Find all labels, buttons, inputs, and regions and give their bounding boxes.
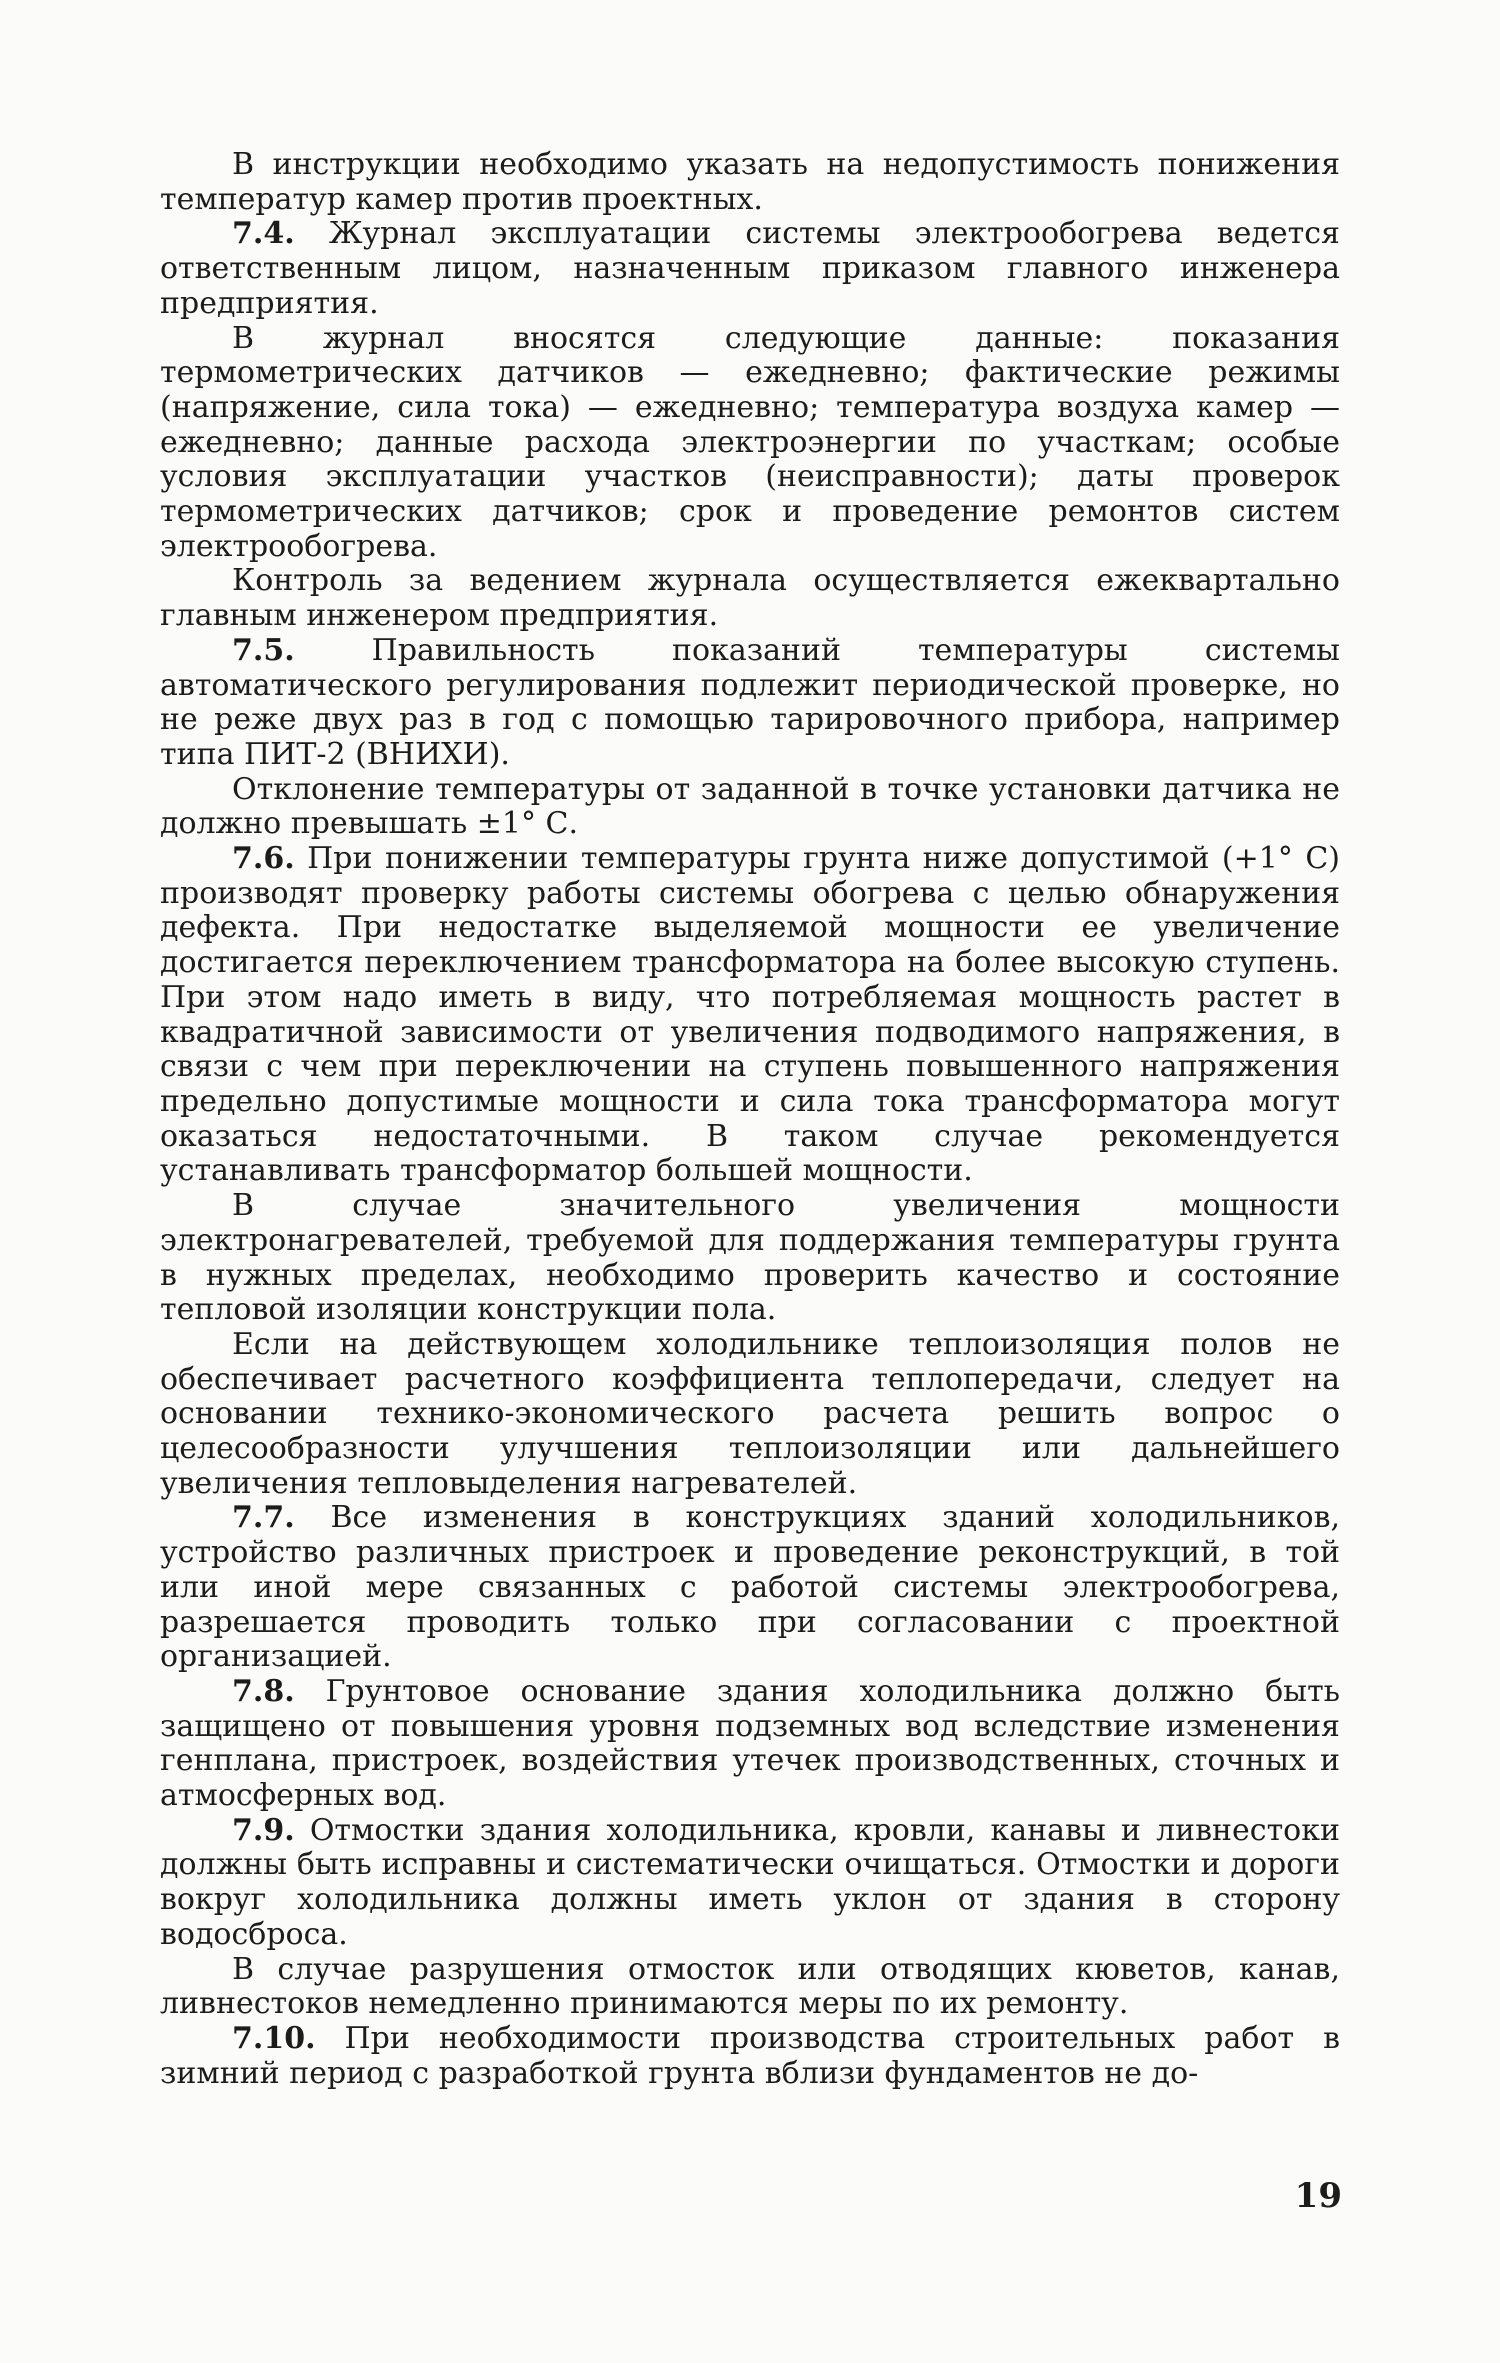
paragraph [160,1189,1340,1328]
paragraph-text: Правильность показаний температуры системы автоматического регулирования подлежит периодической проверке, но не реже двух раз в год с помощью тарировочного прибора, например типа ПИТ-2 (ВНИХИ). [160,632,1340,772]
paragraph [160,773,1340,842]
paragraph-7-9 [160,1814,1340,1953]
paragraph-text: Контроль за ведением журнала осуществляется ежеквартально главным инженером предприятия. [160,563,1340,634]
paragraph [160,1953,1340,2022]
clause-number: 7.6. [232,841,295,877]
paragraph-text: Если на действующем холодильнике теплоизоляция полов не обеспечивает расчетного коэффициента теплопередачи, следует на основании технико-экономического расчета решить вопрос о целесообразности улучшения теплоизоляции или дальнейшего увеличения тепловыделения нагревателей. [160,1326,1340,1501]
clause-number: 7.5. [232,632,295,668]
paragraph [160,564,1340,633]
paragraph-text: В журнал вносятся следующие данные: показания термометрических датчиков — ежедневно; фактические режимы (напряжение, сила тока) — ежедневно; температура воздуха камер — ежедневно; данные расхода электроэнергии по участкам; особые условия эксплуатации участков (неисправности); даты проверок термометрических датчиков; срок и проведение ремонтов систем электрообогрева. [160,320,1340,564]
paragraph-text: В случае разрушения отмосток или отводящих кюветов, канав, ливнестоков немедленно принимаются меры по их ремонту. [160,1951,1340,2022]
clause-number: 7.4. [232,216,295,252]
paragraph [160,1328,1340,1502]
paragraph-text: Отклонение температуры от заданной в точке установки датчика не должно превышать ±1° С. [160,771,1340,842]
paragraph-text: При необходимости производства строительных работ в зимний период с разработкой грунта вблизи фундаментов не до- [160,2020,1340,2091]
paragraph-text: В случае значительного увеличения мощности электронагревателей, требуемой для поддержания температуры грунта в нужных пределах, необходимо проверить качество и состояние тепловой изоляции конструкции пола. [160,1188,1340,1328]
paragraph-text: Отмостки здания холодильника, кровли, канавы и ливнестоки должны быть исправны и систематически очищаться. Отмостки и дороги вокруг холодильника должны иметь уклон от здания в сторону водосброса. [160,1812,1340,1952]
paragraph-text: При понижении температуры грунта ниже допустимой (+1° С) производят проверку работы системы обогрева с целью обнаружения дефекта. При недостатке выделяемой мощности ее увеличение достигается переключением трансформатора на более высокую ступень. При этом надо иметь в виду, что потребляемая мощность растет в квадратичной зависимости от увеличения подводимого напряжения, в связи с чем при переключении на ступень повышенного напряжения предельно допустимые мощности и сила тока трансформатора могут оказаться недостаточными. В таком случае рекомендуется устанавливать трансформатор большей мощности. [160,841,1340,1189]
paragraph-7-4 [160,217,1340,321]
page-body [160,148,1340,2363]
paragraph-text: Грунтовое основание здания холодильника должно быть защищено от повышения уровня подземных вод вследствие изменения генплана, пристроек, воздействия утечек производственных, сточных и атмосферных вод. [160,1673,1340,1814]
clause-number: 7.9. [232,1812,295,1848]
paragraph-7-8 [160,1675,1340,1814]
paragraph-7-5 [160,634,1340,773]
paragraph-7-10 [160,2022,1340,2091]
paragraph [160,148,1340,217]
clause-number: 7.8. [232,1673,295,1709]
page-number: 19 [1294,2176,1342,2216]
clause-number: 7.10. [232,2020,316,2056]
paragraph [160,322,1340,565]
paragraph-text: В инструкции необходимо указать на недопустимость понижения температур камер против проектных. [160,147,1340,217]
paragraph-7-7 [160,1501,1340,1675]
paragraph-text: Журнал эксплуатации системы электрообогрева ведется ответственным лицом, назначенным приказом главного инженера предприятия. [160,216,1340,321]
paragraph-7-6 [160,842,1340,1189]
clause-number: 7.7. [232,1500,295,1536]
paragraph-text: Все изменения в конструкциях зданий холодильников, устройство различных пристроек и проведение реконструкций, в той или иной мере связанных с работой системы электрообогрева, разрешается проводить только при согласовании с проектной организацией. [160,1500,1340,1675]
